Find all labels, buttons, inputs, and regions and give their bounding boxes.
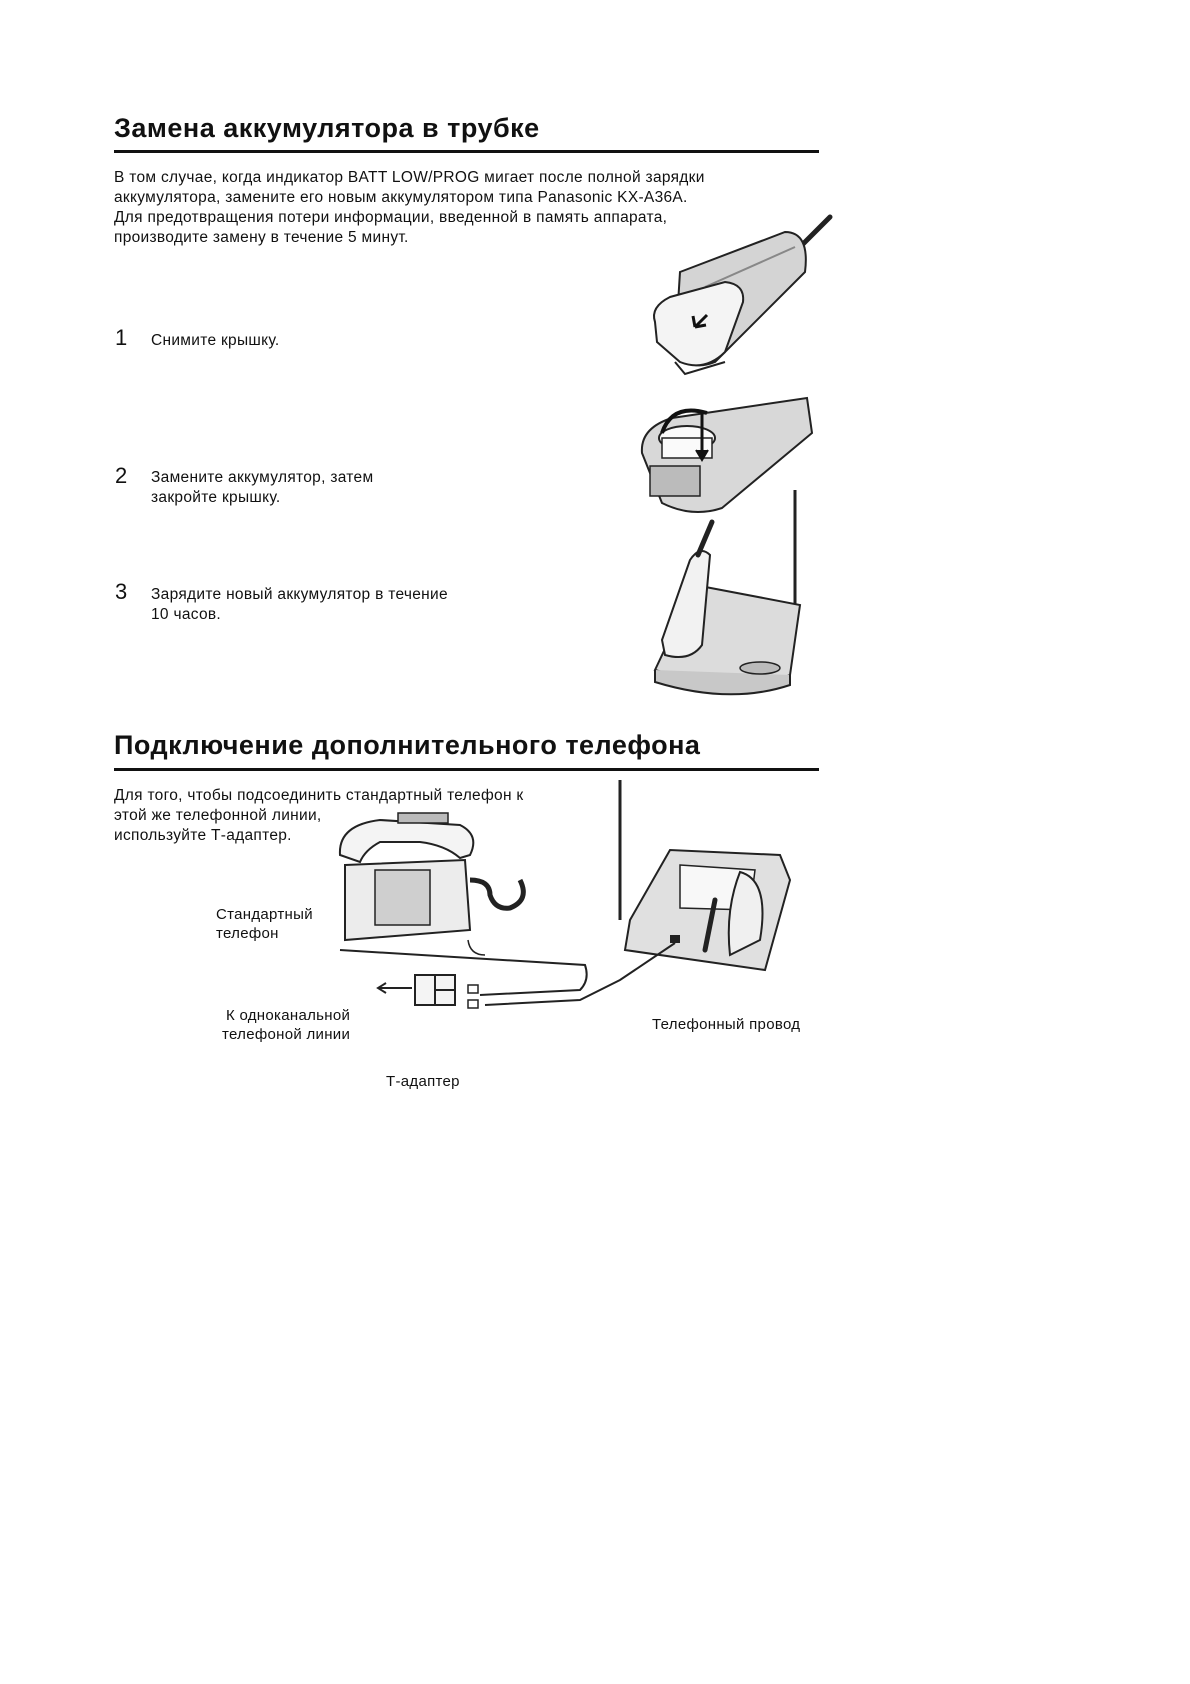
step-line: Снимите крышку. [151, 332, 280, 349]
step-number: 2 [115, 463, 128, 488]
intro-line: используйте Т-адаптер. [114, 827, 292, 844]
label-standard-phone [216, 905, 313, 943]
intro-line: Для того, чтобы подсоединить стандартный телефон к [114, 787, 524, 804]
base-unit-drawing [620, 780, 790, 970]
intro-line: В том случае, когда индикатор BATT LOW/PROG мигает после полной зарядки [114, 169, 705, 186]
step-line: Зарядите новый аккумулятор в течение [151, 586, 448, 603]
label-line: Стандартный [216, 906, 313, 923]
handset-cover-illustration [645, 212, 835, 382]
t-adapter-drawing [378, 975, 478, 1008]
intro-line: аккумулятора, замените его новым аккумулятором типа Panasonic KX-A36A. [114, 189, 688, 206]
title-rule [114, 768, 819, 771]
step-line: закройте крышку. [151, 489, 281, 506]
step-line: 10 часов. [151, 606, 222, 623]
step-number: 3 [115, 579, 128, 604]
battery-intro [114, 168, 705, 248]
label-line: телефоной линии [222, 1026, 351, 1043]
charging-base-illustration [650, 490, 810, 690]
step-line: Замените аккумулятор, затем [151, 469, 374, 486]
step-text [151, 585, 448, 625]
label-phone-cord: Телефонный провод [652, 1016, 801, 1033]
label-line: К одноканальной [225, 1007, 351, 1024]
intro-line: производите замену в течение 5 минут. [114, 229, 409, 246]
label-single-line [222, 1006, 350, 1044]
intro-line: этой же телефонной линии, [114, 807, 322, 824]
connection-diagram [320, 780, 820, 1080]
label-t-adapter: Т-адаптер [386, 1073, 460, 1090]
step-number: 1 [115, 325, 128, 350]
title-rule [114, 150, 819, 153]
standard-phone-drawing [340, 813, 523, 955]
step-text [151, 331, 280, 351]
section-title-battery: Замена аккумулятора в трубке [114, 113, 540, 143]
step-text [151, 468, 373, 508]
label-line: телефон [216, 925, 279, 942]
intro-line: Для предотвращения потери информации, введенной в память аппарата, [114, 209, 668, 226]
section-title-extension: Подключение дополнительного телефона [114, 730, 701, 760]
